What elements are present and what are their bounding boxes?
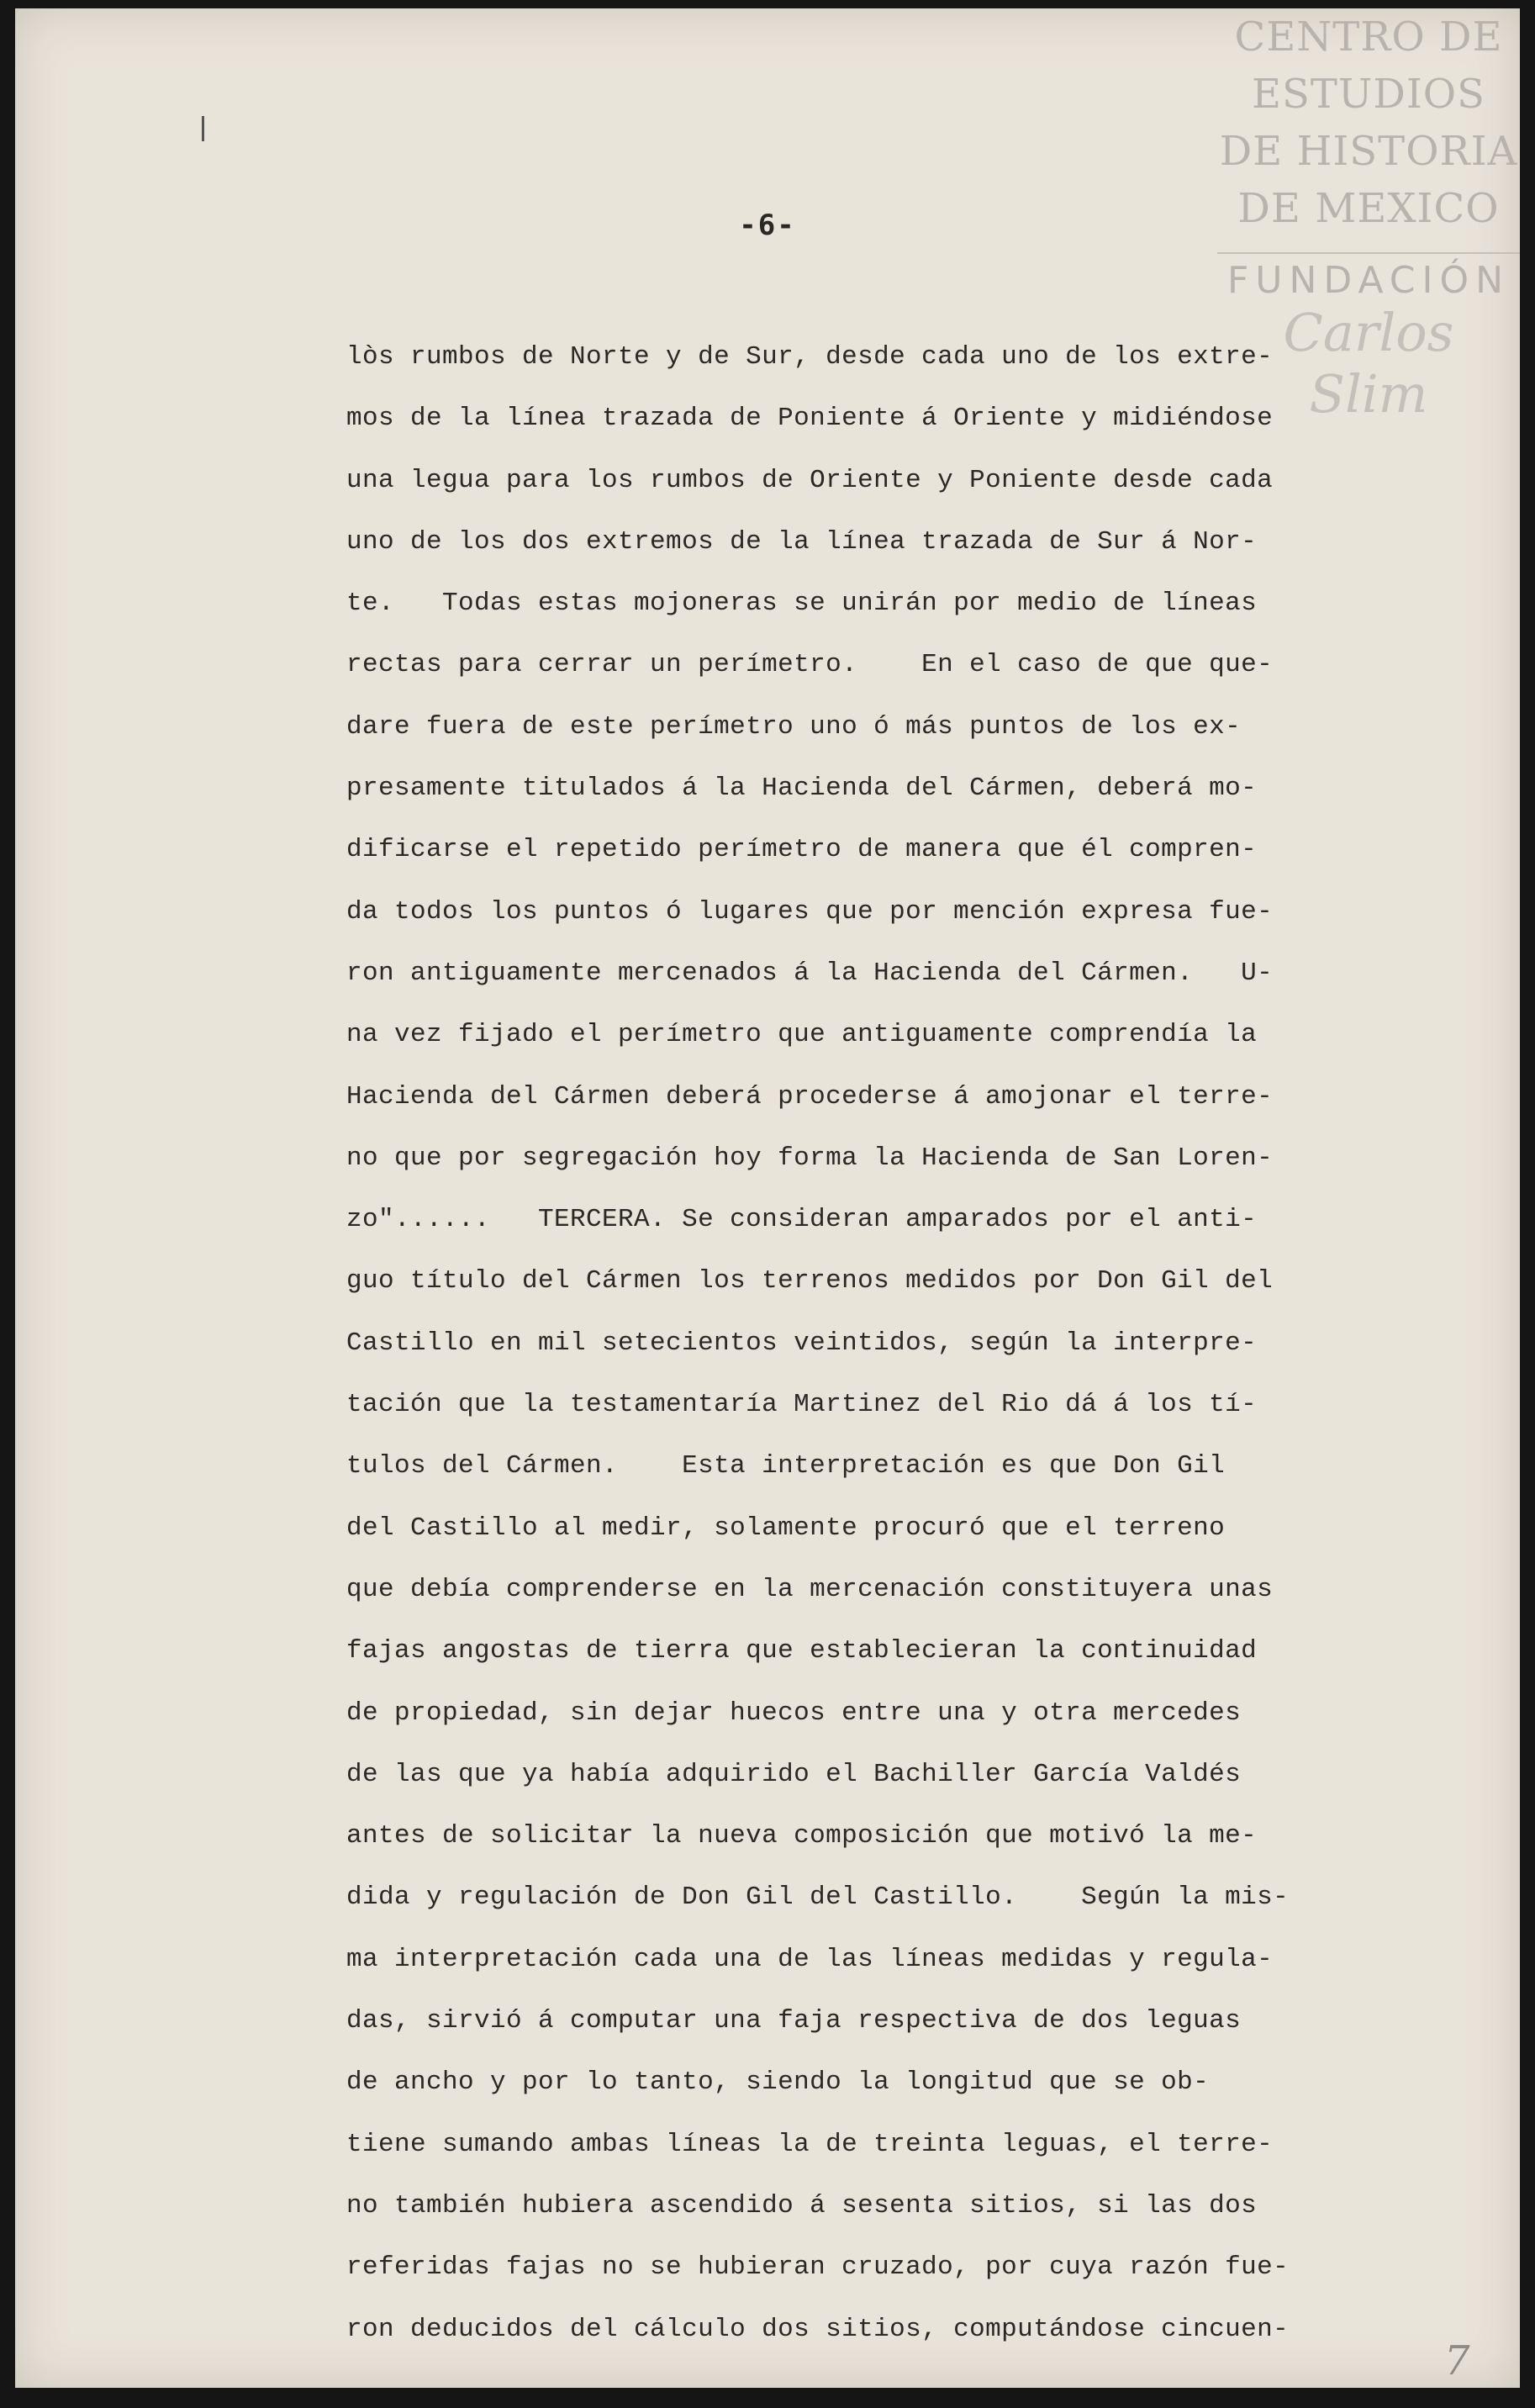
text-line: tiene sumando ambas líneas la de treinta leguas, el terre- [346,2129,1274,2159]
typed-body-text [346,326,1464,2360]
watermark-line: DE HISTORIA [1219,128,1518,175]
watermark-line: ESTUDIOS [1251,71,1486,118]
text-line: antes de solicitar la nueva composición que motivó la me- [346,1821,1258,1851]
text-line: rectas para cerrar un perímetro. En el caso de que que- [346,650,1274,680]
text-line: Hacienda del Cármen deberá procederse á amojonar el terre- [346,1081,1274,1112]
watermark-signature: Carlos Slim [1283,302,1454,425]
text-line: na vez fijado el perímetro que antiguamente comprendía la [346,1020,1258,1050]
text-line: ron deducidos del cálculo dos sitios, computándose cincuen- [346,2314,1290,2344]
text-line: uno de los dos extremos de la línea trazada de Sur á Nor- [346,526,1258,557]
archive-watermark [1217,8,1520,425]
text-line: ma interpretación cada una de las líneas medidas y regula- [346,1944,1274,1974]
text-line: de las que ya había adquirido el Bachiller García Valdés [346,1759,1242,1789]
text-line: das, sirvió á computar una faja respectiva de dos leguas [346,2006,1242,2036]
text-line: ron antiguamente mercenados á la Hacienda del Cármen. U- [346,958,1274,988]
watermark-foundation: FUNDACIÓN [1217,252,1520,302]
watermark-line: DE MEXICO [1237,185,1500,232]
handwritten-folio-number: 7 [1444,2337,1470,2384]
text-line: guo título del Cármen los terrenos medidos por Don Gil del [346,1266,1274,1296]
text-line: una legua para los rumbos de Oriente y Poniente desde cada [346,465,1274,495]
text-line: de propiedad, sin dejar huecos entre una y otra mercedes [346,1698,1242,1728]
watermark-line: CENTRO DE [1234,13,1503,61]
text-line: fajas angostas de tierra que establecieran la continuidad [346,1636,1258,1666]
text-line: referidas fajas no se hubieran cruzado, por cuya razón fue- [346,2252,1290,2283]
text-line: tación que la testamentaría Martinez del Rio dá á los tí- [346,1390,1258,1420]
text-line: dida y regulación de Don Gil del Castillo. Según la mis- [346,1883,1290,1913]
text-line: del Castillo al medir, solamente procuró que el terreno [346,1513,1226,1543]
text-line: tulos del Cármen. Esta interpretación es que Don Gil [346,1451,1226,1481]
text-line: no que por segregación hoy forma la Hacienda de San Loren- [346,1143,1274,1173]
text-line: zo"...... TERCERA. Se consideran amparados por el anti- [346,1205,1258,1235]
text-line: que debía comprenderse en la mercenación constituyera unas [346,1574,1274,1604]
text-line: de ancho y por lo tanto, siendo la longitud que se ob- [346,2067,1210,2098]
page-number: -6- [739,209,796,242]
text-line: mos de la línea trazada de Poniente á Oriente y midiéndose [346,404,1274,434]
text-line: da todos los puntos ó lugares que por mención expresa fue- [346,896,1274,927]
text-line: no también hubiera ascendido á sesenta sitios, si las dos [346,2190,1258,2221]
margin-mark [202,116,204,141]
text-line: lòs rumbos de Norte y de Sur, desde cada uno de los extre- [346,342,1274,372]
text-line: te. Todas estas mojoneras se unirán por medio de líneas [346,589,1258,619]
text-line: presamente titulados á la Hacienda del Cármen, deberá mo- [346,774,1258,804]
text-line: dificarse el repetido perímetro de manera que él compren- [346,835,1258,865]
text-line: Castillo en mil setecientos veintidos, según la interpre- [346,1328,1258,1358]
text-line: dare fuera de este perímetro uno ó más puntos de los ex- [346,711,1242,742]
